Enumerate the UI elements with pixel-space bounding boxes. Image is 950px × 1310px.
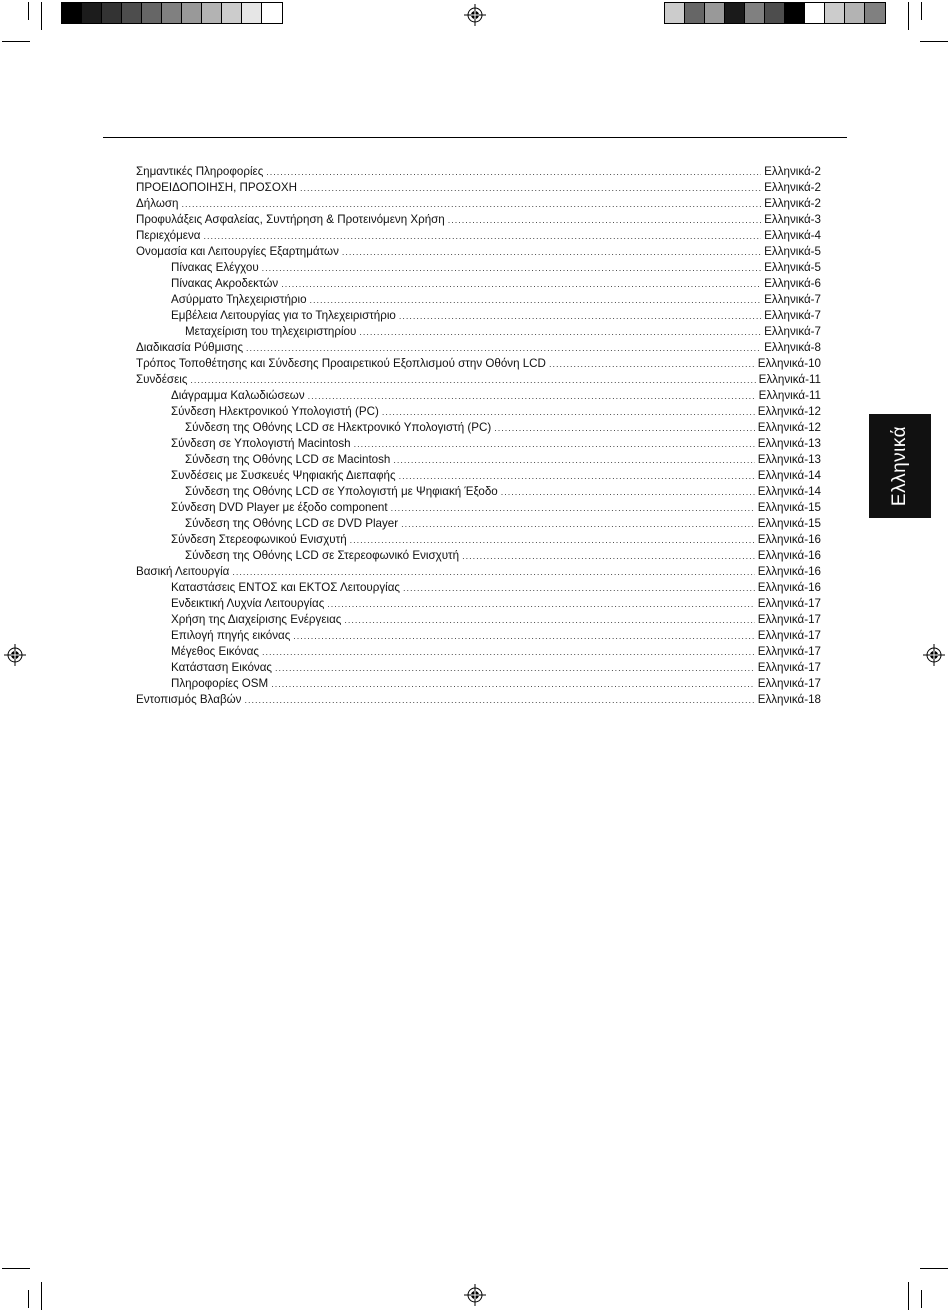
toc-entry-title: Μεταχείριση του τηλεχειριστηρίου: [185, 325, 357, 338]
toc-dot-leader: [308, 388, 756, 404]
crop-mark: [920, 41, 948, 42]
color-swatch: [805, 3, 825, 23]
toc-dot-leader: [293, 628, 754, 644]
toc-dot-leader: [281, 276, 761, 292]
toc-entry-page: Ελληνικά-16: [757, 581, 821, 594]
toc-entry-page: Ελληνικά-14: [757, 485, 821, 498]
color-swatch: [705, 3, 725, 23]
color-swatch: [725, 3, 745, 23]
toc-entry-page: Ελληνικά-11: [758, 373, 821, 386]
toc-entry[interactable]: [136, 420, 821, 436]
toc-entry-page: Ελληνικά-4: [764, 229, 821, 242]
toc-dot-leader: [244, 692, 754, 708]
toc-dot-leader: [399, 468, 755, 484]
color-swatch: [825, 3, 845, 23]
toc-entry[interactable]: [136, 516, 821, 532]
toc-entry-page: Ελληνικά-14: [757, 469, 821, 482]
toc-dot-leader: [494, 420, 755, 436]
toc-entry-title: Διάγραμμα Καλωδιώσεων: [171, 389, 305, 402]
registration-target-icon: [464, 1284, 486, 1306]
toc-entry-page: Ελληνικά-7: [764, 325, 821, 338]
toc-dot-leader: [181, 196, 761, 212]
toc-entry-page: Ελληνικά-17: [757, 629, 821, 642]
toc-entry-page: Ελληνικά-18: [757, 693, 821, 706]
toc-entry-page: Ελληνικά-16: [757, 565, 821, 578]
toc-entry-title: Προφυλάξεις Ασφαλείας, Συντήρηση & Προτεινόμενη Χρήση: [136, 213, 445, 226]
toc-entry-page: Ελληνικά-15: [757, 501, 821, 514]
color-swatch: [665, 3, 685, 23]
toc-entry[interactable]: [136, 596, 821, 612]
toc-entry-page: Ελληνικά-17: [757, 661, 821, 674]
toc-entry-title: Σύνδεση Ηλεκτρονικού Υπολογιστή (PC): [171, 405, 379, 418]
toc-entry-title: Σύνδεση της Οθόνης LCD σε Στερεοφωνικό Ενισχυτή: [185, 549, 460, 562]
crop-mark: [908, 1282, 909, 1310]
toc-entry-page: Ελληνικά-2: [764, 165, 821, 178]
toc-entry-title: Κατάσταση Εικόνας: [171, 661, 273, 674]
toc-dot-leader: [344, 612, 754, 628]
toc-entry[interactable]: [136, 324, 821, 340]
toc-entry-page: Ελληνικά-13: [757, 437, 821, 450]
toc-entry-title: Πίνακας Ελέγχου: [171, 261, 259, 274]
toc-entry-title: Σύνδεση DVD Player με έξοδο component: [171, 501, 388, 514]
language-side-tab: [869, 414, 931, 518]
toc-entry[interactable]: [136, 164, 821, 180]
toc-entry[interactable]: [136, 228, 821, 244]
color-swatch: [865, 3, 885, 23]
toc-dot-leader: [501, 484, 755, 500]
toc-entry-title: Σύνδεση της Οθόνης LCD σε Υπολογιστή με Ψηφιακή Έξοδο: [185, 485, 498, 498]
toc-dot-leader: [354, 436, 755, 452]
toc-dot-leader: [462, 548, 755, 564]
toc-entry[interactable]: [136, 580, 821, 596]
color-swatch: [82, 3, 102, 23]
color-swatch: [845, 3, 865, 23]
toc-entry[interactable]: [136, 212, 821, 228]
crop-mark: [908, 2, 909, 30]
toc-entry-title: Τρόπος Τοποθέτησης και Σύνδεσης Προαιρετικού Εξοπλισμού στην Οθόνη LCD: [136, 357, 546, 370]
crop-mark: [921, 1290, 922, 1308]
toc-entry-title: Συνδέσεις με Συσκευές Ψηφιακής Διεπαφής: [171, 469, 396, 482]
toc-entry[interactable]: [136, 692, 821, 708]
color-swatch: [162, 3, 182, 23]
toc-dot-leader: [403, 580, 755, 596]
toc-entry-page: Ελληνικά-5: [764, 245, 821, 258]
toc-entry[interactable]: [136, 340, 821, 356]
toc-entry[interactable]: [136, 500, 821, 516]
crop-mark: [920, 1268, 948, 1269]
toc-entry[interactable]: [136, 404, 821, 420]
toc-entry-title: Ενδεικτική Λυχνία Λειτουργίας: [171, 597, 325, 610]
toc-entry[interactable]: [136, 244, 821, 260]
toc-dot-leader: [275, 660, 755, 676]
toc-entry[interactable]: [136, 612, 821, 628]
toc-entry-title: Σύνδεση σε Υπολογιστή Macintosh: [171, 437, 351, 450]
toc-entry-title: Επιλογή πηγής εικόνας: [171, 629, 291, 642]
toc-entry-title: Σύνδεση της Οθόνης LCD σε DVD Player: [185, 517, 399, 530]
toc-dot-leader: [391, 500, 755, 516]
toc-entry-page: Ελληνικά-10: [757, 357, 821, 370]
toc-entry-title: Περιεχόμενα: [136, 229, 201, 242]
toc-entry[interactable]: [136, 372, 821, 388]
registration-target-icon: [923, 644, 945, 666]
toc-dot-leader: [300, 180, 761, 196]
toc-dot-leader: [350, 532, 755, 548]
toc-entry[interactable]: [136, 180, 821, 196]
color-swatch: [122, 3, 142, 23]
toc-entry-page: Ελληνικά-17: [757, 613, 821, 626]
registration-target-icon: [464, 4, 486, 26]
toc-entry-title: Ασύρματο Τηλεχειριστήριο: [171, 293, 307, 306]
toc-entry-page: Ελληνικά-16: [757, 533, 821, 546]
toc-entry[interactable]: [136, 532, 821, 548]
color-swatch: [242, 3, 262, 23]
color-calibration-bar-left: [61, 2, 283, 24]
color-calibration-bar-right: [664, 2, 886, 24]
toc-dot-leader: [266, 164, 761, 180]
color-swatch: [62, 3, 82, 23]
toc-dot-leader: [401, 516, 755, 532]
toc-entry-title: Ονομασία και Λειτουργίες Εξαρτημάτων: [136, 245, 339, 258]
color-swatch: [142, 3, 162, 23]
toc-entry[interactable]: [136, 548, 821, 564]
toc-entry[interactable]: [136, 356, 821, 372]
toc-dot-leader: [246, 340, 761, 356]
toc-entry-page: Ελληνικά-6: [764, 277, 821, 290]
toc-entry[interactable]: [136, 452, 821, 468]
toc-entry-page: Ελληνικά-17: [757, 645, 821, 658]
toc-entry-title: Σημαντικές Πληροφορίες: [136, 165, 264, 178]
toc-entry-page: Ελληνικά-12: [757, 405, 821, 418]
toc-dot-leader: [393, 452, 754, 468]
toc-entry-title: Καταστάσεις ΕΝΤΟΣ και ΕΚΤΟΣ Λειτουργίας: [171, 581, 400, 594]
toc-dot-leader: [448, 212, 761, 228]
toc-entry[interactable]: [136, 468, 821, 484]
color-swatch: [262, 3, 282, 23]
toc-dot-leader: [327, 596, 754, 612]
toc-entry-title: Μέγεθος Εικόνας: [171, 645, 259, 658]
toc-entry-page: Ελληνικά-7: [764, 309, 821, 322]
toc-entry-title: Σύνδεση Στερεοφωνικού Ενισχυτή: [171, 533, 347, 546]
toc-entry-title: Πληροφορίες OSM: [171, 677, 269, 690]
toc-entry-title: Δήλωση: [136, 197, 179, 210]
toc-entry-page: Ελληνικά-12: [757, 421, 821, 434]
toc-entry-title: Συνδέσεις: [136, 373, 188, 386]
crop-mark: [2, 41, 30, 42]
color-swatch: [685, 3, 705, 23]
color-swatch: [745, 3, 765, 23]
color-swatch: [182, 3, 202, 23]
toc-entry-page: Ελληνικά-17: [757, 677, 821, 690]
toc-entry-title: Εμβέλεια Λειτουργίας για το Τηλεχειριστήριο: [171, 309, 396, 322]
toc-dot-leader: [262, 260, 762, 276]
toc-entry[interactable]: [136, 676, 821, 692]
table-of-contents: [136, 164, 821, 708]
color-swatch: [222, 3, 242, 23]
toc-entry-title: Εντοπισμός Βλαβών: [136, 693, 242, 706]
crop-mark: [41, 2, 42, 30]
toc-entry-title: ΠΡΟΕΙΔΟΠΟΙΗΣΗ, ΠΡΟΣΟΧΗ: [136, 181, 297, 194]
toc-entry-page: Ελληνικά-2: [764, 197, 821, 210]
toc-dot-leader: [382, 404, 755, 420]
toc-entry[interactable]: [136, 292, 821, 308]
color-swatch: [102, 3, 122, 23]
crop-mark: [28, 1290, 29, 1308]
toc-entry-page: Ελληνικά-2: [764, 181, 821, 194]
toc-dot-leader: [399, 308, 761, 324]
crop-mark: [921, 2, 922, 20]
toc-entry[interactable]: [136, 388, 821, 404]
crop-mark: [41, 1282, 42, 1310]
toc-entry-page: Ελληνικά-5: [764, 261, 821, 274]
toc-dot-leader: [203, 228, 761, 244]
registration-target-icon: [4, 644, 26, 666]
crop-mark: [28, 2, 29, 20]
language-tab-label: Ελληνικά: [889, 425, 910, 507]
toc-entry[interactable]: [136, 564, 821, 580]
toc-entry[interactable]: [136, 276, 821, 292]
crop-mark: [2, 1268, 30, 1269]
toc-entry[interactable]: [136, 660, 821, 676]
toc-entry[interactable]: [136, 260, 821, 276]
toc-entry-page: Ελληνικά-11: [758, 389, 821, 402]
toc-entry[interactable]: [136, 436, 821, 452]
toc-entry-page: Ελληνικά-3: [764, 213, 821, 226]
toc-dot-leader: [549, 356, 755, 372]
toc-dot-leader: [232, 564, 754, 580]
toc-dot-leader: [262, 644, 755, 660]
toc-dot-leader: [190, 372, 755, 388]
toc-entry-title: Πίνακας Ακροδεκτών: [171, 277, 279, 290]
toc-entry-title: Σύνδεση της Οθόνης LCD σε Ηλεκτρονικό Υπολογιστή (PC): [185, 421, 492, 434]
toc-entry[interactable]: [136, 308, 821, 324]
toc-entry-page: Ελληνικά-8: [764, 341, 821, 354]
color-swatch: [765, 3, 785, 23]
toc-entry-page: Ελληνικά-17: [757, 597, 821, 610]
color-swatch: [202, 3, 222, 23]
toc-entry[interactable]: [136, 628, 821, 644]
toc-dot-leader: [359, 324, 761, 340]
header-rule: [103, 137, 847, 138]
toc-entry-page: Ελληνικά-15: [757, 517, 821, 530]
toc-entry-title: Διαδικασία Ρύθμισης: [136, 341, 244, 354]
toc-entry-title: Σύνδεση της Οθόνης LCD σε Macintosh: [185, 453, 391, 466]
toc-dot-leader: [342, 244, 761, 260]
toc-entry-title: Χρήση της Διαχείρισης Ενέργειας: [171, 613, 342, 626]
toc-entry-page: Ελληνικά-13: [757, 453, 821, 466]
toc-entry[interactable]: [136, 484, 821, 500]
color-swatch: [785, 3, 805, 23]
toc-dot-leader: [310, 292, 762, 308]
toc-entry-title: Βασική Λειτουργία: [136, 565, 230, 578]
toc-entry-page: Ελληνικά-16: [757, 549, 821, 562]
toc-entry[interactable]: [136, 196, 821, 212]
toc-dot-leader: [271, 676, 755, 692]
toc-entry-page: Ελληνικά-7: [764, 293, 821, 306]
toc-entry[interactable]: [136, 644, 821, 660]
